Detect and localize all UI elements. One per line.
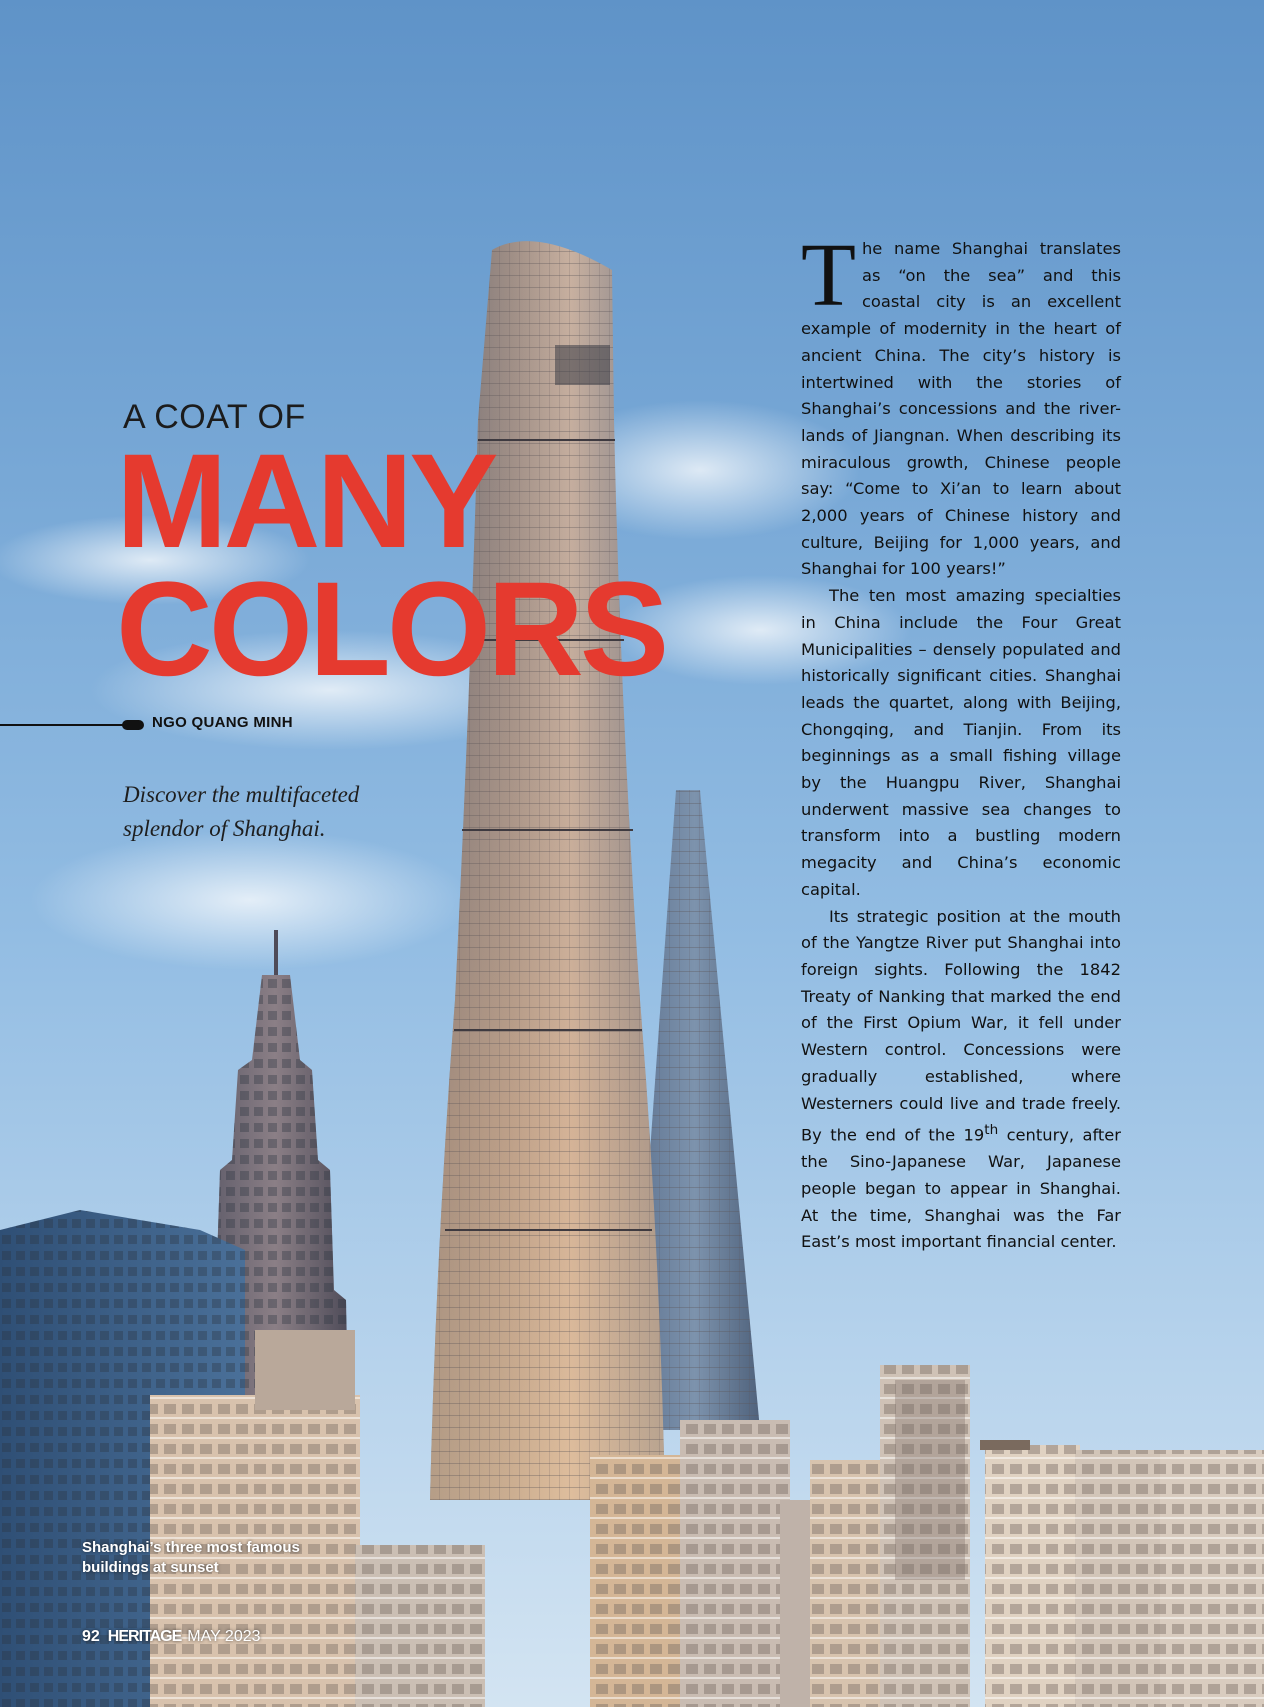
byline-marker bbox=[122, 720, 144, 730]
superscript-th: th bbox=[984, 1122, 999, 1139]
byline-rule bbox=[0, 724, 130, 726]
page-footer bbox=[82, 1628, 261, 1646]
drop-cap: T bbox=[801, 226, 856, 325]
headline-kicker: A COAT OF bbox=[123, 398, 306, 436]
article-paragraph-1 bbox=[801, 226, 1121, 583]
byline: NGO QUANG MINH bbox=[152, 714, 293, 731]
article-paragraph-1-text: he name Shanghai translates as “on the sea” and this coastal city is an excellent example of modernity in the heart of ancient China. The city’s history is intertwined with the stories of Shanghai’s concessions and the river-lands of Jiangnan. When describing its miraculous growth, Chinese people say: “Come to Xi’an to learn about 2,000 years of Chinese history and culture, Beijing for 1,000 years, and Shanghai for 100 years!” bbox=[801, 239, 1121, 579]
article-paragraph-3 bbox=[801, 904, 1121, 1257]
headline-line-2: COLORS bbox=[116, 555, 666, 704]
magazine-name: HERITAGE bbox=[107, 1628, 182, 1645]
issue-date: MAY 2023 bbox=[187, 1628, 261, 1645]
article-paragraph-2: The ten most amazing specialties in China include the Four Great Municipalities – densely populated and historically significant cities. Shanghai leads the quartet, along with Beijing, Chongqing, and Tianjin. From its beginnings as a small fishing village by the Huangpu River, Shanghai underwent massive sea changes to transform into a bustling modern megacity and China’s economic capital. bbox=[801, 586, 1121, 899]
deck-standfirst: Discover the multifaceted splendor of Shanghai. bbox=[123, 782, 360, 841]
cloud bbox=[30, 830, 470, 970]
article-paragraph-3-text-a: Its strategic position at the mouth of the Yangtze River put Shanghai into foreign sights. Following the 1842 Treaty of Nanking that marked the end of the First Opium War, it fell under Western control. Concessions were gradually established, where Westerners could live and trade freely. By the end of the 19 bbox=[801, 906, 1121, 1145]
article-paragraph-3-text-b: century, after the Sino-Japanese War, Japanese people began to appear in Shanghai. At the time, Shanghai was the Far East’s most important financial center. bbox=[801, 1125, 1121, 1252]
photo-caption: Shanghai’s three most famous buildings at sunset bbox=[82, 1539, 300, 1576]
article-body bbox=[801, 226, 1121, 1256]
page-number: 92 bbox=[82, 1628, 100, 1645]
headline-line-1: MANY bbox=[116, 427, 495, 576]
